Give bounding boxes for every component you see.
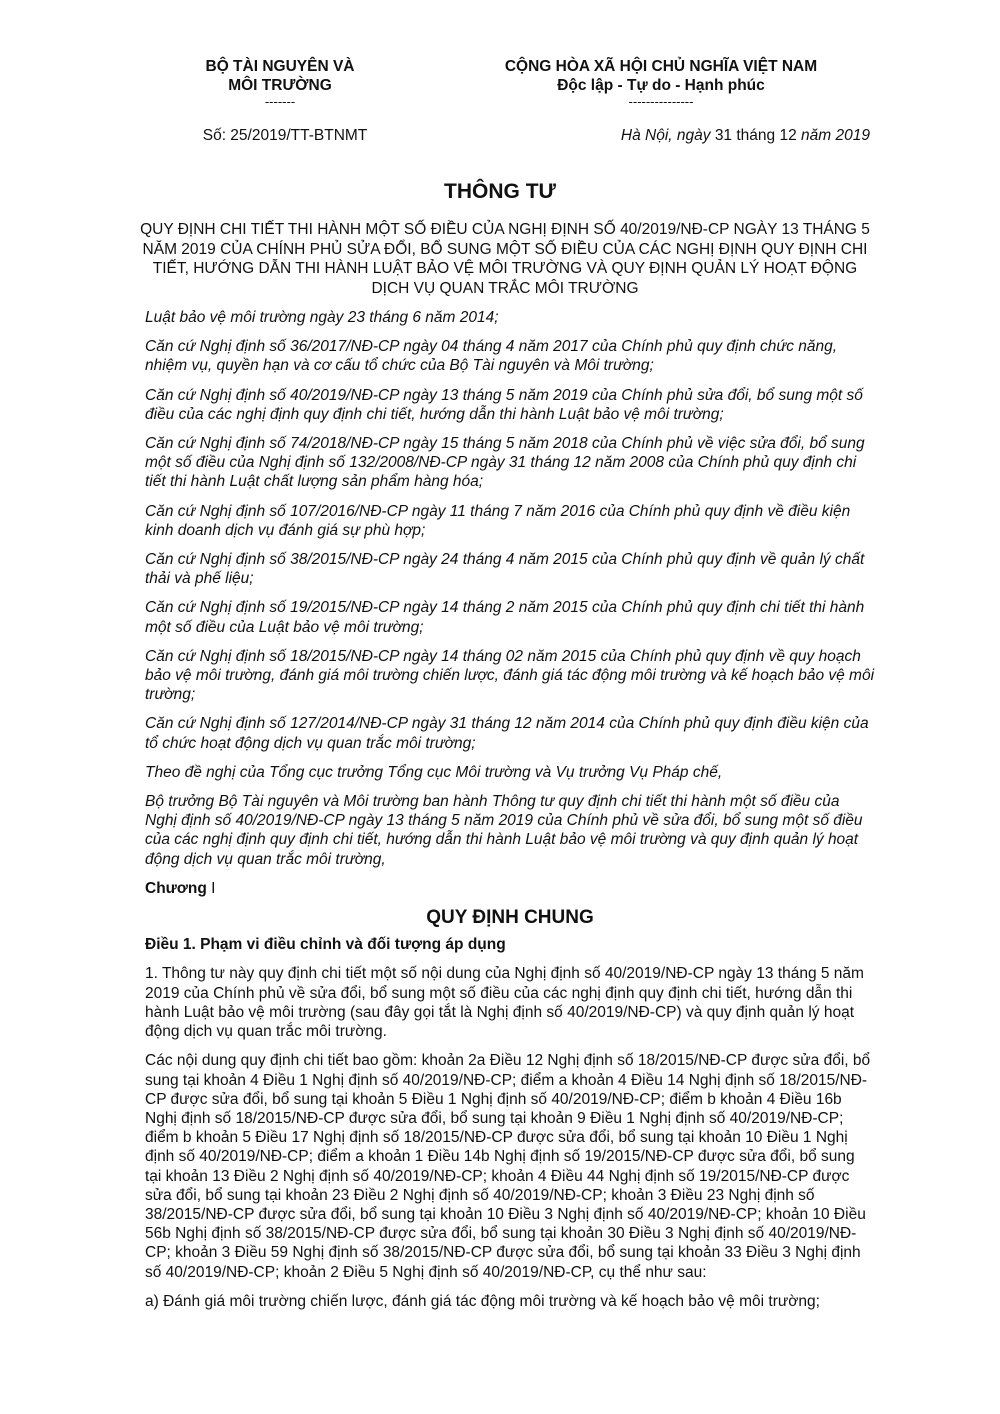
article-paragraph: 1. Thông tư này quy định chi tiết một số nội dung của Nghị định số 40/2019/NĐ-CP ngày 13 tháng 5 năm 2019 của Chính phủ về sửa đổi, bổ sung một số điều của các nghị định quy định chi tiết, hướng dẫn thi hành Luật bảo vệ môi trường (sau đây gọi tắt là Nghị định số 40/2019/NĐ-CP) và quy định quản lý hoạt động dịch vụ quan trắc môi trường.	[145, 965, 864, 1041]
chapter-heading	[145, 879, 875, 898]
national-motto	[455, 57, 867, 109]
proposal-statement: Theo đề nghị của Tổng cục trưởng Tổng cục Môi trường và Vụ trưởng Vụ Pháp chế,	[145, 763, 723, 781]
legal-basis: Căn cứ Nghị định số 36/2017/NĐ-CP ngày 04 tháng 4 năm 2017 của Chính phủ quy định chức năng, nhiệm vụ, quyền hạn và cơ cấu tổ chức của Bộ Tài nguyên và Môi trường;	[145, 338, 838, 375]
agency-line-2: MÔI TRƯỜNG	[228, 77, 332, 94]
legal-basis: Luật bảo vệ môi trường ngày 23 tháng 6 năm 2014;	[145, 309, 499, 326]
chapter-title: QUY ĐỊNH CHUNG	[426, 907, 594, 929]
agency-line-1: BỘ TÀI NGUYÊN VÀ	[205, 58, 355, 75]
article-title: Điều 1. Phạm vi điều chỉnh và đối tượng áp dụng	[145, 936, 506, 954]
legal-basis: Căn cứ Nghị định số 127/2014/NĐ-CP ngày 31 tháng 12 năm 2014 của Chính phủ quy định điều kiện của tổ chức hoạt động dịch vụ quan trắc môi trường;	[145, 715, 869, 752]
agency-divider: -------	[264, 94, 296, 109]
date-day: 31	[714, 127, 733, 144]
legal-basis: Căn cứ Nghị định số 19/2015/NĐ-CP ngày 14 tháng 2 năm 2015 của Chính phủ quy định chi tiết thi hành một số điều của Luật bảo vệ môi trường;	[145, 599, 865, 636]
date-year-word: năm	[801, 127, 832, 144]
document-type: THÔNG TƯ	[444, 180, 556, 203]
enactment-statement: Bộ trưởng Bộ Tài nguyên và Môi trường ban hành Thông tư quy định chi tiết thi hành một số điều của Nghị định số 40/2019/NĐ-CP ngày 13 tháng 5 năm 2019 của Chính phủ về sửa đổi, bổ sung một số điều của các nghị định quy định chi tiết, hướng dẫn thi hành Luật bảo vệ môi trường và quy định quản lý hoạt động dịch vụ quan trắc môi trường,	[145, 793, 863, 868]
date-year: 2019	[835, 127, 870, 144]
legal-basis: Căn cứ Nghị định số 40/2019/NĐ-CP ngày 13 tháng 5 năm 2019 của Chính phủ sửa đổi, bổ sung một số điều của các nghị định quy định chi tiết, hướng dẫn thi hành Luật bảo vệ môi trường;	[145, 386, 863, 423]
document-subject: QUY ĐỊNH CHI TIẾT THI HÀNH MỘT SỐ ĐIỀU CỦA NGHỊ ĐỊNH SỐ 40/2019/NĐ-CP NGÀY 13 THÁNG 5 NĂM 2019 CỦA CHÍNH PHỦ SỬA ĐỔI, BỔ SUNG MỘT SỐ ĐIỀU CỦA CÁC NGHỊ ĐỊNH QUY ĐỊNH CHI TIẾT, HƯỚNG DẪN THI HÀNH LUẬT BẢO VỆ MÔI TRƯỜNG VÀ QUY ĐỊNH QUẢN LÝ HOẠT ĐỘNG DỊCH VỤ QUAN TRẮC MÔI TRƯỜNG	[140, 221, 870, 297]
issuing-agency	[145, 57, 415, 109]
document-body	[145, 308, 875, 1321]
document-number: Số: 25/2019/TT-BTNMT	[202, 127, 368, 144]
date-place: Hà Nội, ngày	[620, 127, 711, 144]
legal-basis: Căn cứ Nghị định số 107/2016/NĐ-CP ngày 11 tháng 7 năm 2016 của Chính phủ quy định về điều kiện kinh doanh dịch vụ đánh giá sự phù hợp;	[145, 502, 851, 539]
legal-basis: Căn cứ Nghị định số 74/2018/NĐ-CP ngày 15 tháng 5 năm 2018 của Chính phủ về việc sửa đổi, bổ sung một số điều của Nghị định số 132/2008/NĐ-CP ngày 31 tháng 12 năm 2008 của Chính phủ quy định chi tiết thi hành Luật chất lượng sản phẩm hàng hóa;	[145, 435, 865, 491]
chapter-number: I	[211, 879, 216, 897]
date-month: 12	[779, 127, 797, 144]
legal-basis: Căn cứ Nghị định số 38/2015/NĐ-CP ngày 24 tháng 4 năm 2015 của Chính phủ quy định về quản lý chất thải và phế liệu;	[145, 551, 865, 588]
chapter-label: Chương	[145, 879, 207, 897]
legal-basis: Căn cứ Nghị định số 18/2015/NĐ-CP ngày 14 tháng 02 năm 2015 của Chính phủ quy định về quy hoạch bảo vệ môi trường, đánh giá môi trường chiến lược, đánh giá tác động môi trường và kế hoạch bảo vệ môi trường;	[145, 647, 875, 704]
article-item: a) Đánh giá môi trường chiến lược, đánh giá tác động môi trường và kế hoạch bảo vệ môi trường;	[145, 1292, 820, 1310]
motto-divider: ---------------	[628, 94, 694, 109]
article-paragraph: Các nội dung quy định chi tiết bao gồm: khoản 2a Điều 12 Nghị định số 18/2015/NĐ-CP được sửa đổi, bổ sung tại khoản 4 Điều 1 Nghị định số 40/2019/NĐ-CP; điểm a khoản 4 Điều 14 Nghị định số 18/2015/NĐ-CP được sửa đổi, bổ sung tại khoản 5 Điều 1 Nghị định số 40/2019/NĐ-CP; điểm b khoản 4 Điều 16b Nghị định số 18/2015/NĐ-CP được sửa đổi, bổ sung tại khoản 9 Điều 1 Nghị định số 40/2019/NĐ-CP; điểm b khoản 5 Điều 17 Nghị định số 18/2015/NĐ-CP được sửa đổi, bổ sung tại khoản 10 Điều 1 Nghị định số 40/2019/NĐ-CP; điểm a khoản 1 Điều 14b Nghị định số 19/2015/NĐ-CP được sửa đổi, bổ sung tại khoản 13 Điều 2 Nghị định số 40/2019/NĐ-CP; khoản 4 Điều 44 Nghị định số 19/2015/NĐ-CP được sửa đổi, bổ sung tại khoản 23 Điều 2 Nghị định số 40/2019/NĐ-CP; khoản 3 Điều 23 Nghị định số 38/2015/NĐ-CP được sửa đổi, bổ sung tại khoản 10 Điều 3 Nghị định số 40/2019/NĐ-CP; khoản 10 Điều 56b Nghị định số 38/2015/NĐ-CP được sửa đổi, bổ sung tại khoản 30 Điều 3 Nghị định số 40/2019/NĐ-CP; khoản 3 Điều 59 Nghị định số 38/2015/NĐ-CP được sửa đổi, bổ sung tại khoản 33 Điều 3 Nghị định số 40/2019/NĐ-CP; khoản 2 Điều 5 Nghị định số 40/2019/NĐ-CP, cụ thể như sau:	[145, 1052, 871, 1281]
date-month-word: tháng	[736, 127, 776, 144]
motto: Độc lập - Tự do - Hạnh phúc	[557, 77, 765, 94]
issue-date	[560, 127, 870, 145]
country-name: CỘNG HÒA XÃ HỘI CHỦ NGHĨA VIỆT NAM	[504, 58, 818, 75]
